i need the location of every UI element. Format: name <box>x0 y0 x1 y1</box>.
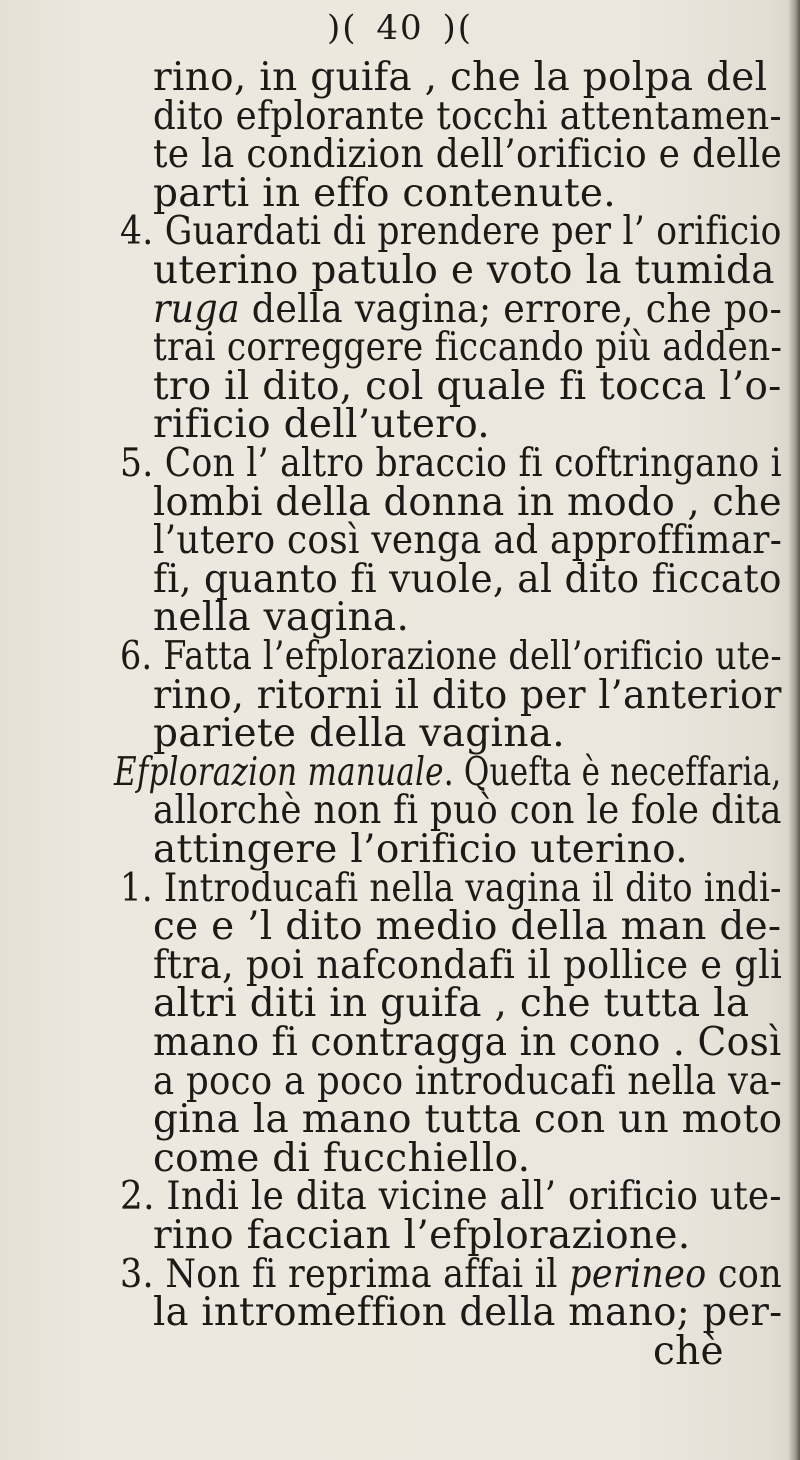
text-run: come di fucchiello. <box>153 1135 531 1181</box>
page-edge-shadow <box>788 0 800 1460</box>
text-run: rino faccian l’efplorazione. <box>153 1213 691 1258</box>
text-run: dito efplorante tocchi attentamen- <box>153 93 782 139</box>
text-run: rificio dell’utero. <box>153 402 491 448</box>
header-right-ornament: )( <box>442 8 473 48</box>
text-run: 3. Non fi reprima affai il <box>120 1251 570 1297</box>
text-run: 5. Con l’ altro braccio fi coftringano i <box>120 441 783 486</box>
text-run: 6. Fatta l’efplorazione dell’orificio ute- <box>120 634 782 679</box>
text-run: parti in effo contenute. <box>153 170 616 216</box>
page-number: 40 <box>376 8 424 48</box>
text-run: attingere l’orificio uterino. <box>153 827 688 872</box>
text-run: fi, quanto fi vuole, al dito ficcato <box>153 556 782 602</box>
text-run: allorchè non fi può con le fole dita <box>153 788 782 834</box>
text-run: . Quefta è neceffaria, <box>443 749 782 795</box>
text-run: 2. Indi le dita vicine all’ orificio ute- <box>120 1174 782 1220</box>
page-header <box>0 8 800 48</box>
text-run: pariete della vagina. <box>153 711 565 757</box>
text-run: l’utero così venga ad approffimar- <box>153 518 783 564</box>
italic-term: ruga <box>153 286 240 332</box>
text-line <box>653 1329 724 1375</box>
text-run: 1. Introducafi nella vagina il dito indi- <box>120 865 782 911</box>
text-run: 4. Guardati di prendere per l’ orificio <box>120 209 782 255</box>
text-run: uterino patulo e voto la tumida <box>153 248 775 293</box>
text-run: te la condizion dell’orificio e delle <box>153 132 783 178</box>
text-run: la intromeffion della mano; per- <box>153 1290 783 1336</box>
text-run: rino, in guifa , che la polpa del <box>153 55 768 100</box>
header-left-ornament: )( <box>327 8 358 48</box>
text-run: della vagina; errore, che po- <box>239 286 783 332</box>
text-run: lombi della donna in modo , che <box>153 479 782 525</box>
text-run: rino, ritorni il dito per l’anterior <box>153 672 782 718</box>
italic-term: Efplorazion manuale <box>114 749 444 795</box>
text-run: trai correggere ficcando più adden- <box>153 325 783 371</box>
italic-term: perineo <box>569 1251 707 1297</box>
text-run: ftra, poi nafcondafi il pollice e gli <box>153 942 783 988</box>
text-run: tro il dito, col quale fi tocca l’o- <box>153 363 782 409</box>
text-run: ce e ’l dito medio della man de- <box>153 904 782 950</box>
text-run: chè <box>653 1328 724 1374</box>
text-run: gina la mano tutta con un moto <box>153 1097 783 1143</box>
text-run: con <box>706 1251 782 1297</box>
text-run: a poco a poco introducafi nella va- <box>153 1058 783 1104</box>
text-run: mano fi contragga in cono . Così <box>153 1020 782 1065</box>
text-run: altri diti in guifa , che tutta la <box>153 981 750 1027</box>
text-run: nella vagina. <box>153 595 410 641</box>
